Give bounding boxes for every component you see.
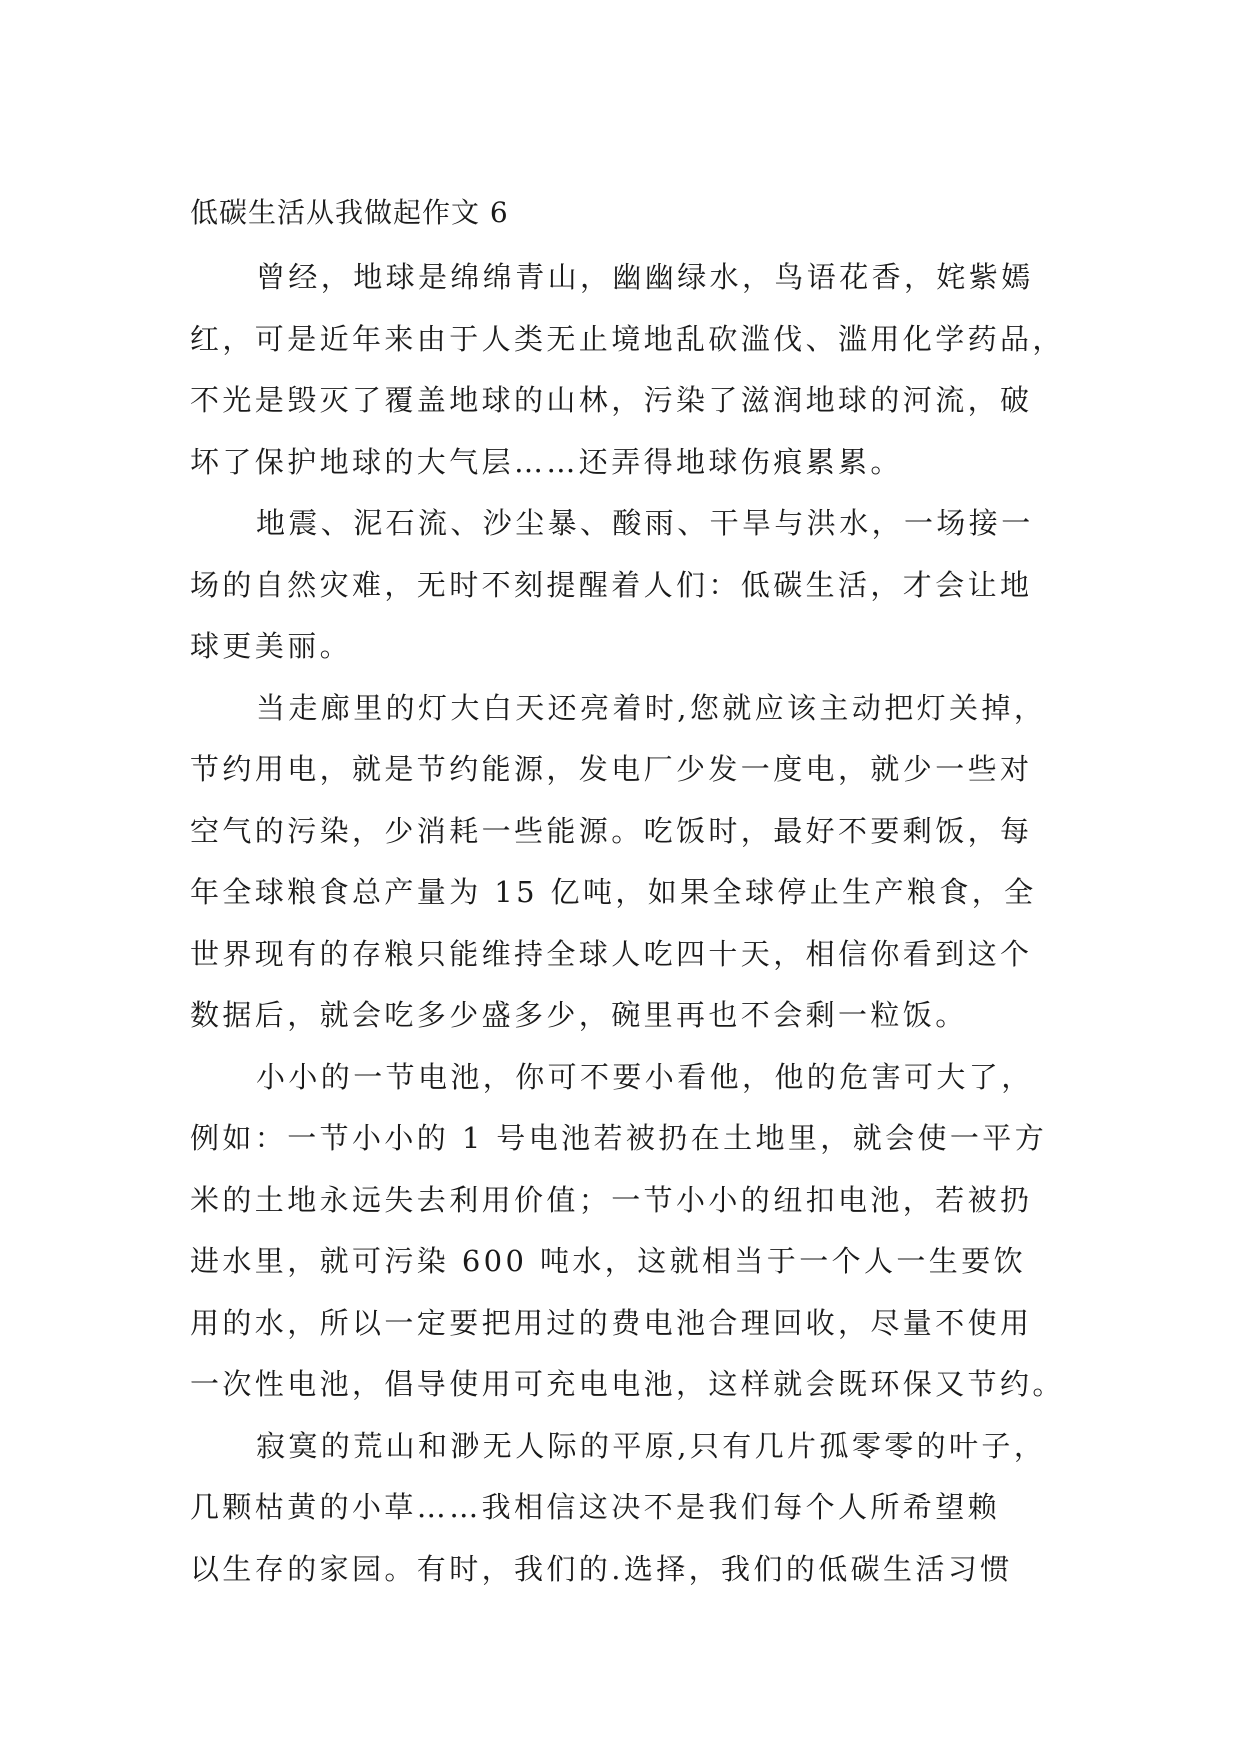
text-line: 米的土地永远失去利用价值；一节小小的纽扣电池，若被扔 (190, 1182, 1033, 1217)
text-line: 红，可是近年来由于人类无止境地乱砍滥伐、滥用化学药品， (190, 321, 1065, 356)
text-line: 曾经，地球是绵绵青山，幽幽绿水，鸟语花香，姹紫嫣 (256, 260, 1034, 294)
text-line: 几颗枯黄的小草……我相信这决不是我们每个人所希望赖 (190, 1490, 1001, 1524)
text-line: 当走廊里的灯大白天还亮着时,您就应该主动把灯关掉， (256, 690, 1047, 725)
text-line: 小小的一节电池，你可不要小看他，他的危害可大了， (256, 1059, 1034, 1094)
text-line: 世界现有的存粮只能维持全球人吃四十天，相信你看到这个 (190, 936, 1033, 971)
text-line: 进水里，就可污染 600 吨水，这就相当于一个人一生要饮 (190, 1244, 1026, 1278)
text-line: 一次性电池，倡导使用可充电电池，这样就会既环保又节约。 (190, 1367, 1065, 1401)
text-line: 地震、泥石流、沙尘暴、酸雨、干旱与洪水，一场接一 (256, 506, 1034, 540)
text-line: 以生存的家园。有时，我们的.选择，我们的低碳生活习惯 (190, 1551, 1013, 1586)
text-line: 球更美丽。 (190, 629, 353, 663)
text-line: 用的水，所以一定要把用过的费电池合理回收，尽量不使用 (190, 1305, 1033, 1340)
text-line: 节约用电，就是节约能源，发电厂少发一度电，就少一些对 (190, 752, 1033, 786)
text-line: 不光是毁灭了覆盖地球的山林，污染了滋润地球的河流，破 (190, 383, 1033, 417)
text-line: 坏了保护地球的大气层……还弄得地球伤痕累累。 (190, 444, 903, 479)
text-line: 年全球粮食总产量为 15 亿吨，如果全球停止生产粮食，全 (190, 875, 1037, 909)
text-line: 例如：一节小小的 1 号电池若被扔在土地里，就会使一平方 (190, 1121, 1048, 1155)
document-body (190, 247, 1065, 1600)
text-line: 场的自然灾难，无时不刻提醒着人们：低碳生活，才会让地 (190, 567, 1033, 602)
text-line: 数据后，就会吃多少盛多少，碗里再也不会剩一粒饭。 (190, 998, 968, 1032)
text-line: 寂寞的荒山和渺无人际的平原,只有几片孤零零的叶子， (256, 1428, 1047, 1463)
document-title: 低碳生活从我做起作文 6 (190, 196, 509, 229)
text-line: 空气的污染，少消耗一些能源。吃饭时，最好不要剩饭，每 (190, 813, 1033, 848)
